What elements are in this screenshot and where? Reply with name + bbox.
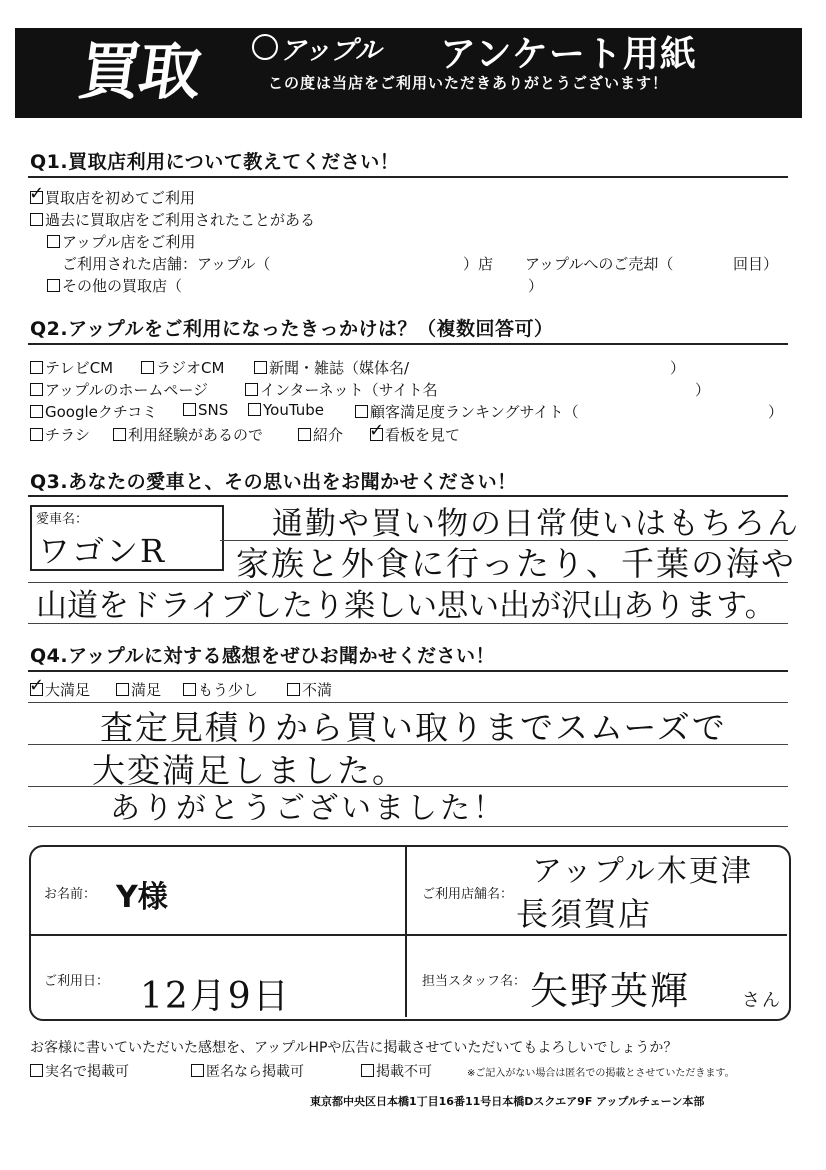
- q2-option-news[interactable]: 新聞・雑誌（媒体名/: [254, 357, 409, 378]
- checkbox-icon[interactable]: [30, 383, 43, 396]
- publish-no[interactable]: 掲載不可: [361, 1061, 432, 1081]
- q2-option-internet[interactable]: インターネット（サイト名: [245, 379, 438, 400]
- publish-real-name[interactable]: 実名で掲載可: [30, 1061, 129, 1081]
- q1-option-past[interactable]: 過去に買取店をご利用されたことがある: [30, 209, 315, 230]
- comment-line-2: 大変満足しました。: [92, 751, 407, 790]
- q2-option-google[interactable]: Googleクチコミ: [30, 401, 157, 422]
- publish-question: お客様に書いていただいた感想を、アップルHPや広告に掲載させていただいてもよろしいでしょうか？: [30, 1040, 678, 1056]
- q2-option-intro[interactable]: 紹介: [298, 424, 343, 445]
- checkbox-checked-icon[interactable]: [370, 428, 383, 441]
- checkbox-icon[interactable]: [113, 428, 126, 441]
- q2-divider: [28, 343, 788, 345]
- checkbox-icon[interactable]: [30, 361, 43, 374]
- q2-option-sns[interactable]: SNS: [183, 401, 228, 419]
- q4-option-little-more[interactable]: もう少し: [183, 679, 258, 700]
- q1-option-other-end: ）: [528, 277, 544, 295]
- q4-title: Q4.アップルに対する感想をぜひお聞かせください！: [30, 645, 496, 667]
- q4-divider: [28, 670, 788, 672]
- q4-option-very-satisfied[interactable]: ✓大満足: [30, 679, 90, 700]
- checkbox-icon[interactable]: [245, 383, 258, 396]
- checkbox-icon[interactable]: [30, 405, 43, 418]
- memory-line-3: 山道をドライブしたり楽しい思い出が沢山あります。: [36, 588, 776, 624]
- q1-sale-count-suffix: 回目）: [733, 255, 779, 273]
- kaitori-title: 買取: [74, 35, 205, 108]
- q1-option-other[interactable]: その他の買取店（: [47, 275, 182, 296]
- checkbox-icon[interactable]: [30, 1064, 43, 1077]
- q4-option-satisfied[interactable]: 満足: [116, 679, 161, 700]
- q2-option-experience[interactable]: 利用経験があるので: [113, 424, 263, 445]
- publish-note: ※ご記入がない場合は匿名での掲載とさせていただきます。: [467, 1068, 735, 1079]
- q1-divider: [28, 176, 788, 178]
- checkbox-icon[interactable]: [287, 683, 300, 696]
- checkbox-icon[interactable]: [183, 403, 196, 416]
- store-label: ご利用店舗名：: [422, 887, 514, 902]
- q2-option-radio[interactable]: ラジオCM: [141, 357, 224, 378]
- memory-line-2: 家族と外食に行ったり、千葉の海や: [236, 544, 796, 583]
- checkbox-icon[interactable]: [298, 428, 311, 441]
- info-horizontal-divider: [31, 934, 787, 936]
- q2-option-ranking[interactable]: 顧客満足度ランキングサイト（: [355, 401, 579, 422]
- info-vertical-divider: [405, 847, 407, 1017]
- checkbox-icon[interactable]: [30, 428, 43, 441]
- staff-value: 矢野英輝: [530, 969, 691, 1013]
- staff-label: 担当スタッフ名：: [422, 974, 527, 989]
- q1-option-first[interactable]: ✓買取店を初めてご利用: [30, 187, 195, 208]
- checkbox-icon[interactable]: [191, 1064, 204, 1077]
- header-subtitle: この度は当店をご利用いただきありがとうございます！: [268, 74, 669, 92]
- q2-title: Q2.アップルをご利用になったきっかけは？（複数回答可）: [30, 318, 554, 340]
- apple-logo-icon: [252, 34, 278, 60]
- checkbox-checked-icon[interactable]: [30, 683, 43, 696]
- checkbox-icon[interactable]: [183, 683, 196, 696]
- checkbox-icon[interactable]: [361, 1064, 374, 1077]
- checkbox-icon[interactable]: [248, 403, 261, 416]
- q1-sale-count-label: アップルへのご売却（: [525, 255, 674, 273]
- brand-logo-text: アップル: [280, 36, 382, 66]
- name-label: お名前：: [44, 887, 97, 902]
- checkbox-icon[interactable]: [116, 683, 129, 696]
- checkbox-icon[interactable]: [47, 235, 60, 248]
- q2-option-tv[interactable]: テレビCM: [30, 357, 113, 378]
- q3-divider: [28, 495, 788, 497]
- q1-store-line-label: ご利用された店舗：アップル（: [62, 255, 271, 273]
- store-value-line-1: アップル木更津: [532, 854, 753, 889]
- q2-ranking-end: ）: [768, 403, 784, 421]
- q2-news-end: ）: [670, 359, 686, 377]
- comment-line-3: ありがとうございました！: [110, 791, 506, 826]
- checkbox-icon[interactable]: [47, 279, 60, 292]
- memory-line-1: 通勤や買い物の日常使いはもちろん: [272, 506, 800, 542]
- comment-line-1: 査定見積りから買い取りまでスムーズで: [100, 708, 727, 747]
- store-value-line-2: 長須賀店: [516, 895, 653, 933]
- date-label: ご利用日：: [44, 974, 110, 989]
- checkbox-icon[interactable]: [141, 361, 154, 374]
- publish-anon[interactable]: 匿名なら掲載可: [191, 1061, 304, 1081]
- q1-title: Q1.買取店利用について教えてください！: [30, 151, 400, 173]
- headquarters-address: 東京都中央区日本橋1丁目16番11号日本橋Dスクエア9F アップルチェーン本部: [310, 1095, 705, 1108]
- q1-option-apple[interactable]: アップル店をご利用: [47, 231, 195, 252]
- q3-title: Q3.あなたの愛車と、その思い出をお聞かせください！: [30, 471, 517, 493]
- name-value: Y様: [116, 880, 168, 915]
- q2-option-flyer[interactable]: チラシ: [30, 424, 90, 445]
- checkbox-icon[interactable]: [254, 361, 267, 374]
- checkbox-checked-icon[interactable]: [30, 191, 43, 204]
- checkbox-icon[interactable]: [30, 213, 43, 226]
- q2-internet-end: ）: [695, 381, 711, 399]
- q2-option-youtube[interactable]: YouTube: [248, 401, 324, 419]
- checkbox-icon[interactable]: [355, 405, 368, 418]
- q1-store-line-suffix: ）店: [463, 255, 494, 273]
- date-value: 12月9日: [140, 976, 291, 1017]
- q2-option-homepage[interactable]: アップルのホームページ: [30, 379, 208, 400]
- q2-option-signboard[interactable]: ✓ 看板を見て: [370, 424, 460, 445]
- survey-title: アンケート用紙: [440, 34, 697, 75]
- staff-suffix: さん: [742, 990, 782, 1011]
- car-name-value: ワゴンR: [38, 532, 167, 570]
- car-name-label: 愛車名：: [36, 512, 89, 527]
- q4-option-unsatisfied[interactable]: 不満: [287, 679, 332, 700]
